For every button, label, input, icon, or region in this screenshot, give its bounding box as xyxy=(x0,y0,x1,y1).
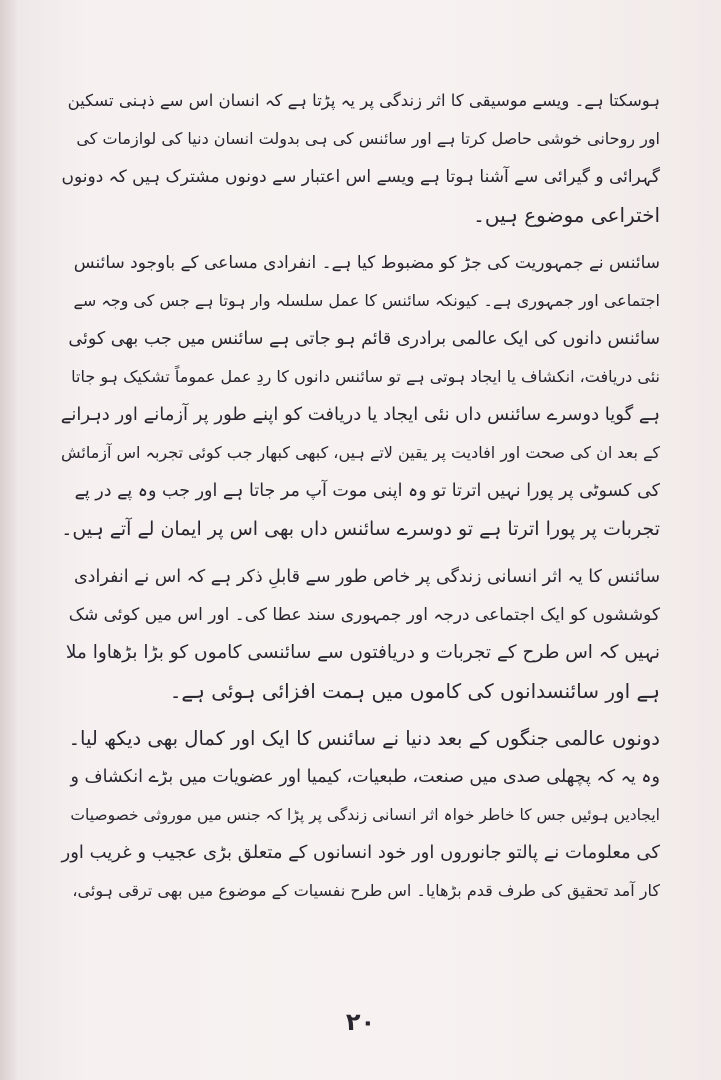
text-line: ہے گویا دوسرے سائنس داں نئی ایجاد یا دریافت کو اپنے طور پر آزمانے اور دہرانے xyxy=(60,404,660,425)
text-line: دونوں عالمی جنگوں کے بعد دنیا نے سائنس کا ایک اور کمال بھی دیکھ لیا۔ xyxy=(68,727,660,750)
text-line: ہوسکتا ہے۔ ویسے موسیقی کا اثر زندگی پر یہ پڑتا ہے کہ انسان اس سے ذہنی تسکین xyxy=(67,91,660,110)
text-line: ایجادیں ہوئیں جس کا خاطر خواہ اثر انسانی زندگی پر پڑا کہ جنس میں موروثی خصوصیات xyxy=(70,806,660,824)
text-line: نئی دریافت، انکشاف یا ایجاد ہوتی ہے تو سائنس دانوں کا ردِ عمل عموماً تشکیک ہو جاتا xyxy=(71,367,660,386)
text-line: سائنس دانوں کی ایک عالمی برادری قائم ہو جاتی ہے سائنس میں جب بھی کوئی xyxy=(68,329,660,349)
page-spine-shadow xyxy=(0,0,18,1080)
paragraph-3 xyxy=(60,558,660,710)
page-number: ۲۰ xyxy=(345,1008,376,1036)
paragraph-1 xyxy=(60,82,660,234)
text-line: کار آمد تحقیق کی طرف قدم بڑھایا۔ اس طرح نفسیات کے موضوع میں بھی ترقی ہوئی، xyxy=(72,881,660,900)
paragraph-2 xyxy=(60,244,660,548)
text-line: تجربات پر پورا اترتا ہے تو دوسرے سائنس داں بھی اس پر ایمان لے آتے ہیں۔ xyxy=(61,518,660,540)
text-line: اختراعی موضوع ہیں۔ xyxy=(473,203,660,227)
text-line: وہ یہ کہ پچھلی صدی میں صنعت، طبعیات، کیمیا اور عضویات میں بڑے انکشاف و xyxy=(70,767,660,787)
text-line: کی معلومات نے پالتو جانوروں اور خود انسانوں کے متعلق بڑی عجیب و غریب اور xyxy=(61,842,660,863)
text-line: کی کسوٹی پر پورا نہیں اترتا تو وہ اپنی موت آپ مر جاتا ہے اور جب وہ پے در پے xyxy=(74,481,660,501)
text-line: کے بعد ان کی صحت اور افادیت پر یقین لاتے ہیں، کبھی کبھار جب کوئی تجربہ اس آزمائش xyxy=(60,443,660,462)
text-line: ہے اور سائنسدانوں کی کاموں میں ہمت افزائی ہوئی ہے۔ xyxy=(169,679,660,703)
text-line: کوششوں کو ایک اجتماعی درجہ اور جمہوری سند عطا کی۔ اور اس میں کوئی شک xyxy=(68,605,660,625)
body-text xyxy=(60,82,660,920)
paragraph-4 xyxy=(60,720,660,910)
text-line: گہرائی و گیرائی سے آشنا ہوتا ہے ویسے اس اعتبار سے دونوں مشترک ہیں کہ دونوں xyxy=(61,167,660,187)
text-line: اور روحانی خوشی حاصل کرتا ہے اور سائنس کی ہی بدولت انسان دنیا کی لوازمات کی xyxy=(76,129,660,148)
text-line: نہیں کہ اس طرح کے تجربات و دریافتوں سے سائنسی کاموں کو بڑا بڑھاوا ملا xyxy=(65,642,660,663)
text-line: سائنس کا یہ اثر انسانی زندگی پر خاص طور سے قابلِ ذکر ہے کہ اس نے انفرادی xyxy=(73,567,660,587)
text-line: سائنس نے جمہوریت کی جڑ کو مضبوط کیا ہے۔ انفرادی مساعی کے باوجود سائنس xyxy=(73,253,660,273)
text-line: اجتماعی اور جمہوری ہے۔ کیونکہ سائنس کا عمل سلسلہ وار ہوتا ہے جس کی وجہ سے xyxy=(73,291,660,310)
